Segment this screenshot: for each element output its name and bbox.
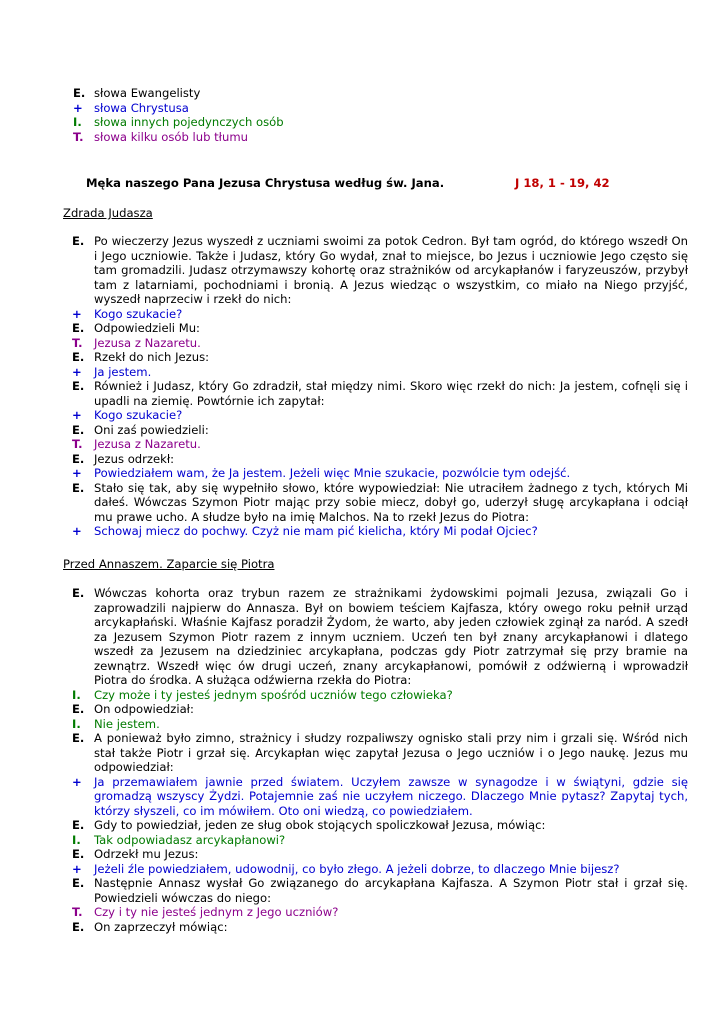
passion-line <box>72 481 688 525</box>
passion-text: A ponieważ było zimno, strażnicy i słudzy rozpaliwszy ognisko stali przy nim i grzali się. Wśród nich stał także Piotr i grzał się. Arcykapłan więc zapytał Jezusa o Jego uczniów i o Jego naukę. Jezus mu odpowiedział: <box>94 731 688 774</box>
speaker-marker: E. <box>72 379 85 393</box>
passion-line <box>72 307 688 322</box>
speaker-marker: I. <box>72 716 81 731</box>
speaker-marker: + <box>72 861 82 876</box>
passion-text: Schowaj miecz do pochwy. Czyż nie mam pić kielicha, który Mi podał Ojciec? <box>94 524 538 538</box>
speaker-marker: E. <box>72 321 85 335</box>
passion-text: On odpowiedział: <box>94 702 194 716</box>
passion-text: Jeżeli źle powiedziałem, udowodnij, co było złego. A jeżeli dobrze, to dlaczego Mnie bijesz? <box>94 861 620 876</box>
passion-line <box>72 688 688 703</box>
section-2-body <box>72 586 688 934</box>
speaker-marker: E. <box>72 847 85 861</box>
legend <box>73 86 284 144</box>
speaker-marker: + <box>72 306 82 321</box>
passion-line <box>72 437 688 452</box>
section-1-body <box>72 234 688 539</box>
legend-label: słowa kilku osób lub tłumu <box>94 129 248 144</box>
speaker-marker: E. <box>72 422 85 437</box>
speaker-marker: I. <box>72 832 81 847</box>
legend-item <box>73 101 284 116</box>
passion-line <box>72 847 688 862</box>
passion-text: Jezus odrzekł: <box>94 451 175 466</box>
speaker-marker: E. <box>72 480 85 495</box>
legend-item <box>73 86 284 101</box>
passion-text: Powiedziałem wam, że Ja jestem. Jeżeli więc Mnie szukacie, pozwólcie tym odejść. <box>94 466 571 480</box>
passion-text: Kogo szukacie? <box>94 306 183 321</box>
passion-text: Również i Judasz, który Go zdradził, stał między nimi. Skoro więc rzekł do nich: Ja jestem, cofnęli się i upadli na ziemię. Powtórnie ich zapytał: <box>94 379 688 408</box>
section-heading: Zdrada Judasza <box>63 206 153 220</box>
speaker-marker: E. <box>72 586 85 600</box>
speaker-marker: + <box>72 466 82 480</box>
passion-line <box>72 423 688 438</box>
passion-title: Męka naszego Pana Jezusa Chrystusa według św. Jana. <box>86 176 445 190</box>
section-heading: Przed Annaszem. Zaparcie się Piotra <box>63 557 275 571</box>
passion-text: Kogo szukacie? <box>94 408 183 422</box>
speaker-marker: I. <box>73 115 82 129</box>
passion-line <box>72 702 688 717</box>
speaker-marker: + <box>73 100 83 115</box>
speaker-marker: + <box>72 524 82 538</box>
speaker-marker: T. <box>72 437 83 451</box>
speaker-marker: T. <box>72 905 83 919</box>
passion-line <box>72 775 688 819</box>
legend-item <box>73 115 284 130</box>
passion-line <box>72 862 688 877</box>
passion-line <box>72 717 688 732</box>
passion-line <box>72 524 688 539</box>
passion-line <box>72 350 688 365</box>
speaker-marker: E. <box>72 876 85 890</box>
passion-line <box>72 905 688 920</box>
passion-line <box>72 818 688 833</box>
passion-text: Jezusa z Nazaretu. <box>94 437 201 451</box>
speaker-marker: E. <box>72 818 85 832</box>
passion-text: Gdy to powiedział, jeden ze sług obok stojących spoliczkował Jezusa, mówiąc: <box>94 818 546 832</box>
passion-line <box>72 234 688 307</box>
passion-line <box>72 452 688 467</box>
passion-text: Ja jestem. <box>94 364 152 379</box>
speaker-marker: + <box>72 408 82 422</box>
passion-line <box>72 365 688 380</box>
legend-label: słowa Ewangelisty <box>94 86 201 100</box>
passion-text: Rzekł do nich Jezus: <box>94 350 210 364</box>
legend-label: słowa Chrystusa <box>94 100 189 115</box>
scripture-reference: J 18, 1 - 19, 42 <box>515 176 610 190</box>
passion-text: Czy i ty nie jesteś jednym z Jego uczniów? <box>94 905 339 919</box>
passion-text: Jezusa z Nazaretu. <box>94 335 201 350</box>
legend-item <box>73 130 284 145</box>
passion-line <box>72 466 688 481</box>
passion-text: Po wieczerzy Jezus wyszedł z uczniami swoimi za potok Cedron. Był tam ogród, do którego wszedł On i Jego uczniowie. Także i Judasz, który Go wydał, znał to miejsce, bo Jezus i uczniowie Jego często się tam gromadzili. Judasz otrzymawszy kohortę oraz strażników od arcykapłanów i faryzeuszów, przybył tam z latarniami, pochodniami i bronią. A Jezus wiedząc o wszystkim, co miało na Niego przyjść, wyszedł naprzeciw i rzekł do nich: <box>94 234 688 306</box>
speaker-marker: E. <box>72 702 85 716</box>
passion-line <box>72 731 688 775</box>
passion-text: Tak odpowiadasz arcykapłanowi? <box>94 832 286 847</box>
passion-text: Odpowiedzieli Mu: <box>94 321 200 335</box>
speaker-marker: E. <box>73 86 86 100</box>
passion-text: Odrzekł mu Jezus: <box>94 847 199 861</box>
passion-line <box>72 321 688 336</box>
speaker-marker: I. <box>72 687 81 702</box>
speaker-marker: + <box>72 774 82 789</box>
passion-text: Następnie Annasz wysłał Go związanego do arcykapłana Kajfasza. A Szymon Piotr stał i grzał się. Powiedzieli wówczas do niego: <box>94 876 688 905</box>
passion-text: Nie jestem. <box>94 716 160 731</box>
passion-text: Czy może i ty jesteś jednym spośród uczniów tego człowieka? <box>94 687 453 702</box>
passion-line <box>72 408 688 423</box>
speaker-marker: E. <box>72 451 85 466</box>
passion-text: Oni zaś powiedzieli: <box>94 422 209 437</box>
speaker-marker: + <box>72 364 82 379</box>
passion-line <box>72 379 688 408</box>
passion-line <box>72 586 688 688</box>
passion-text: Ja przemawiałem jawnie przed światem. Uczyłem zawsze w synagodze i w świątyni, gdzie się gromadzą wszyscy Żydzi. Potajemnie zaś nie uczyłem niczego. Dlaczego Mnie pytasz? Zapytaj tych, którzy słyszeli, co im mówiłem. Oto oni wiedzą, co powiedziałem. <box>94 774 688 818</box>
legend-label: słowa innych pojedynczych osób <box>94 115 284 129</box>
speaker-marker: E. <box>72 919 85 934</box>
passion-line <box>72 920 688 935</box>
passion-line <box>72 876 688 905</box>
passion-text: On zaprzeczył mówiąc: <box>94 919 228 934</box>
passion-text: Wówczas kohorta oraz trybun razem ze strażnikami żydowskimi pojmali Jezusa, związali Go i zaprowadzili najpierw do Annasza. Był on bowiem teściem Kajfasza, który owego roku pełnił urząd arcykapłański. Właśnie Kajfasz poradził Żydom, że warto, aby jeden człowiek zginął za naród. A szedł za Jezusem Szymon Piotr razem z innym uczniem. Uczeń ten był znany arcykapłanowi i dlatego wszedł za Jezusem na dziedziniec arcykapłana, podczas gdy Piotr zatrzymał się przy bramie na zewnątrz. Wszedł więc ów drugi uczeń, znany arcykapłanowi, pomówił z odźwierną i wprowadził Piotra do środka. A służąca odźwierna rzekła do Piotra: <box>94 586 688 687</box>
speaker-marker: E. <box>72 731 85 745</box>
speaker-marker: E. <box>72 350 85 364</box>
passion-text: Stało się tak, aby się wypełniło słowo, które wypowiedział: Nie utraciłem żadnego z tych, których Mi dałeś. Wówczas Szymon Piotr mając przy sobie miecz, dobył go, uderzył sługę arcykapłana i odciął mu prawe ucho. A słudze było na imię Malchos. Na to rzekł Jezus do Piotra: <box>94 480 688 524</box>
speaker-marker: E. <box>72 234 85 248</box>
speaker-marker: T. <box>73 129 84 144</box>
speaker-marker: T. <box>72 335 83 350</box>
passion-line <box>72 336 688 351</box>
passion-line <box>72 833 688 848</box>
